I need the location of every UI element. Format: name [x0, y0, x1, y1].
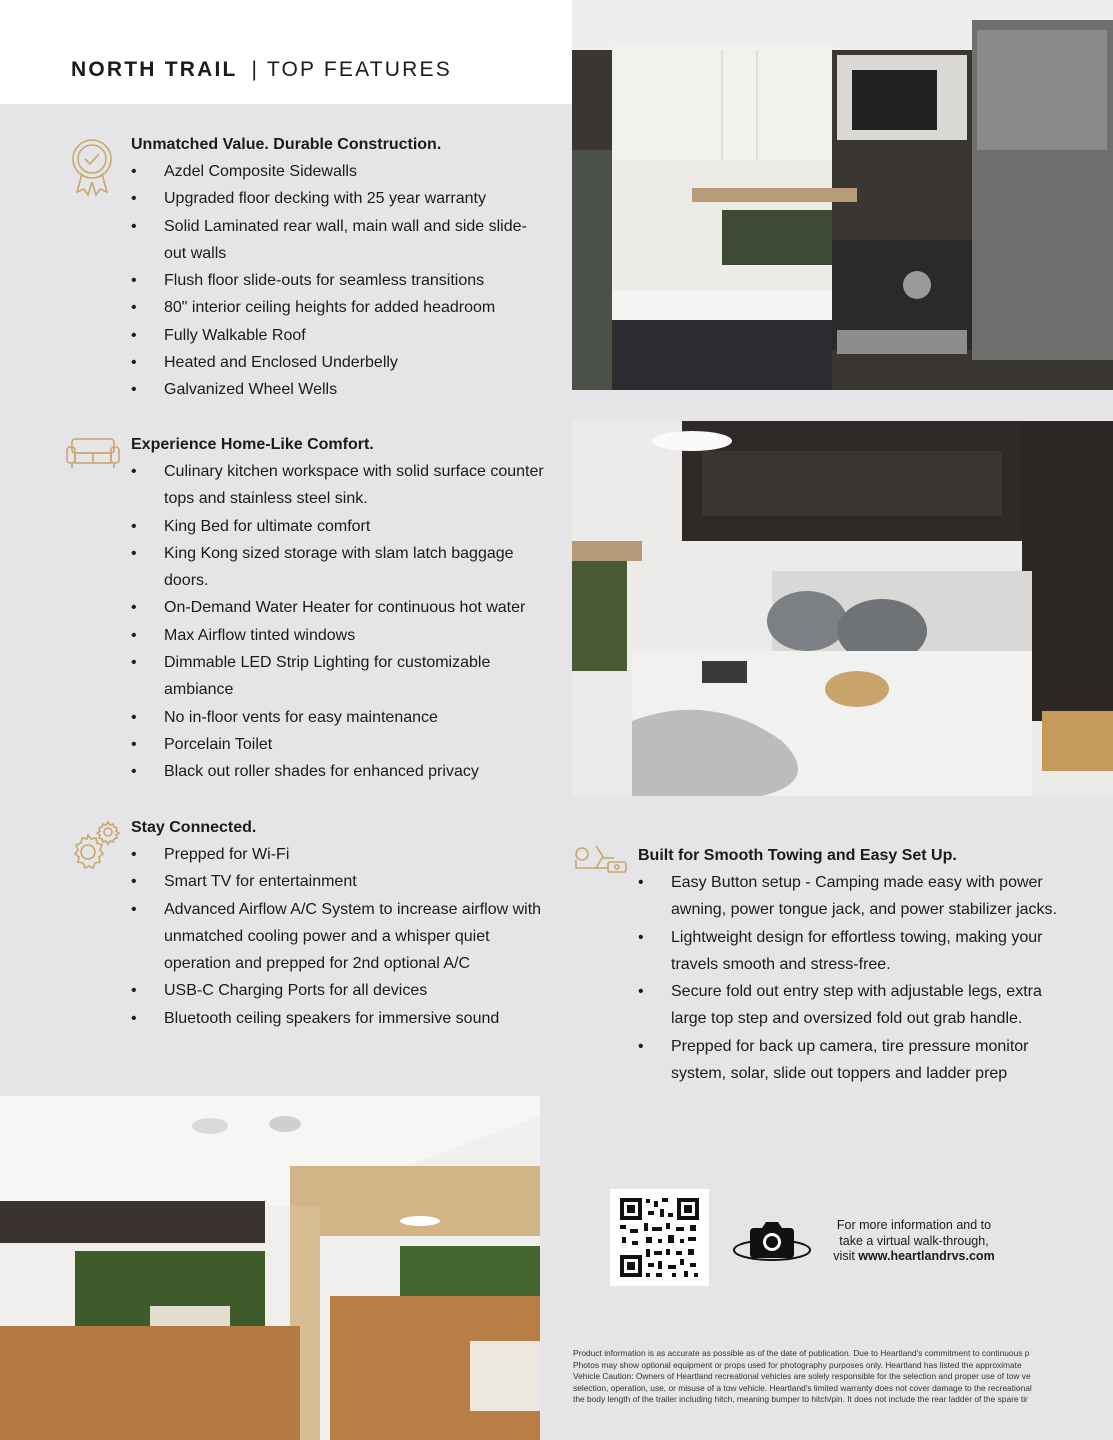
camera-icon [732, 1216, 812, 1271]
info-line-1: For more information and to [836, 1218, 992, 1232]
list-item: • Lightweight design for effortless towing, making your travels smooth and stress-free. [638, 924, 1072, 979]
list-item: • No in-floor vents for easy maintenance [131, 704, 546, 731]
disclaimer-line: Product information is as accurate as possible as of the date of publication. Due to Heartland's commitment to continuous p [573, 1348, 1030, 1358]
section-comfort [66, 431, 546, 786]
section-value-title: Unmatched Value. Durable Construction. [131, 136, 442, 153]
info-visit-label: visit [833, 1249, 859, 1263]
list-item: • Galvanized Wheel Wells [131, 376, 546, 403]
list-item: • Secure fold out entry step with adjustable legs, extra large top step and oversized fold out grab handle. [638, 978, 1072, 1033]
website-link[interactable]: www.heartlandrvs.com [858, 1249, 995, 1263]
section-towing-title: Built for Smooth Towing and Easy Set Up. [638, 847, 957, 864]
list-item: • Black out roller shades for enhanced privacy [131, 758, 546, 785]
brand-name: NORTH TRAIL [71, 58, 238, 81]
disclaimer-line: selection, operation, use, or misuse of a tow vehicle. Heartland's limited warranty does not cover damage to the recreational [573, 1382, 1032, 1393]
list-item: • Upgraded floor decking with 25 year warranty [131, 185, 546, 212]
disclaimer-line: the body length of the trailer including hitch, meaning bumper to hitch/pin. It does not include the rear ladder of the spare tir [573, 1394, 1028, 1405]
living-area-photo [0, 1096, 540, 1440]
gears-icon [66, 818, 120, 879]
award-ribbon-icon [68, 137, 116, 202]
list-item: • Advanced Airflow A/C System to increase airflow with unmatched cooling power and a whisper quiet operation and prepped for 2nd optional A/C [131, 896, 546, 978]
list-item: • Heated and Enclosed Underbelly [131, 349, 546, 376]
header-band [0, 0, 572, 104]
list-item: • Easy Button setup - Camping made easy with power awning, power tongue jack, and power stabilizer jacks. [638, 869, 1072, 924]
page-title [71, 58, 452, 82]
section-value [66, 131, 546, 404]
list-item: • Max Airflow tinted windows [131, 622, 546, 649]
section-title: | TOP FEATURES [251, 58, 452, 81]
list-item: • USB-C Charging Ports for all devices [131, 977, 546, 1004]
disclaimer-line: Photos may show optional equipment or props used for photography purposes only. Heartland has listed the approximate [573, 1359, 1022, 1370]
list-item: • Solid Laminated rear wall, main wall and side slide-out walls [131, 213, 546, 268]
info-line-2: take a virtual walk-through, [839, 1233, 989, 1248]
list-item: • Prepped for back up camera, tire pressure monitor system, solar, slide out toppers and ladder prep [638, 1033, 1072, 1088]
disclaimer [573, 1348, 1113, 1408]
trailer-hitch-icon [572, 844, 628, 883]
list-item: • Porcelain Toilet [131, 731, 546, 758]
disclaimer-line: Vehicle Caution: Owners of Heartland recreational vehicles are solely responsible for the selection and proper use of tow ve [573, 1371, 1031, 1382]
list-item: • Fully Walkable Roof [131, 322, 546, 349]
sofa-icon [66, 437, 120, 474]
list-item: • Smart TV for entertainment [131, 868, 546, 895]
kitchen-photo [572, 0, 1113, 390]
list-item: • Bluetooth ceiling speakers for immersive sound [131, 1005, 546, 1032]
section-connected [66, 814, 546, 1032]
list-item: • Azdel Composite Sidewalls [131, 158, 546, 185]
list-item: • On-Demand Water Heater for continuous hot water [131, 594, 546, 621]
section-towing [572, 842, 1072, 1087]
section-connected-title: Stay Connected. [131, 819, 257, 836]
list-item: • King Kong sized storage with slam latch baggage doors. [131, 540, 546, 595]
more-info-text [815, 1218, 1013, 1265]
qr-code[interactable] [610, 1189, 709, 1286]
list-item: • 80" interior ceiling heights for added headroom [131, 294, 546, 321]
list-item: • Prepped for Wi-Fi [131, 841, 546, 868]
list-item: • Culinary kitchen workspace with solid surface counter tops and stainless steel sink. [131, 458, 546, 513]
bedroom-photo [572, 421, 1113, 796]
list-item: • Dimmable LED Strip Lighting for customizable ambiance [131, 649, 546, 704]
list-item: • King Bed for ultimate comfort [131, 513, 546, 540]
section-comfort-title: Experience Home-Like Comfort. [131, 436, 374, 453]
list-item: • Flush floor slide-outs for seamless transitions [131, 267, 546, 294]
